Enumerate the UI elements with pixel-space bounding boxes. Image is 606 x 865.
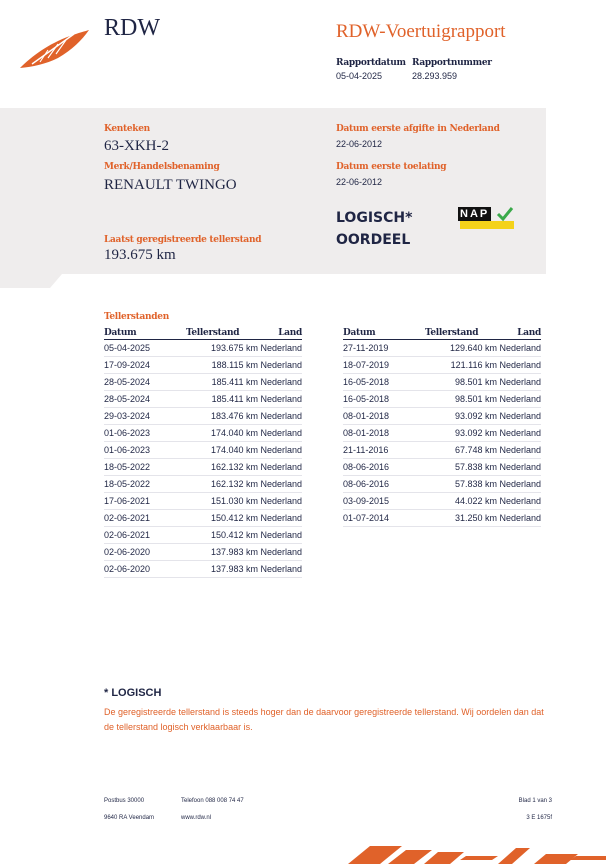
table-row [104,408,302,425]
nap-badge-text: NAP [460,208,490,220]
table-row [343,459,541,476]
note-text: De geregistreerde tellerstand is steeds hoger dan de daarvoor geregistreerde tellerstand. Wij oordelen dan dat de tellerstand logisch verklaarbaar is. [104,707,544,732]
table-row [104,391,302,408]
reading-country: Nederland [258,340,302,357]
reading-country: Nederland [258,425,302,442]
reading-country: Nederland [497,340,541,357]
reading-country: Nederland [258,391,302,408]
reading-odometer: 137.983 km [186,544,258,561]
reading-odometer: 93.092 km [425,425,497,442]
reading-odometer: 98.501 km [425,374,497,391]
reading-country: Nederland [258,408,302,425]
table-row [343,408,541,425]
reading-country: Nederland [258,476,302,493]
reading-country: Nederland [497,476,541,493]
reading-odometer: 121.116 km [425,357,497,374]
table-row [104,527,302,544]
table-row [104,561,302,578]
readings-table-left [104,326,302,578]
make-label: Merk/Handelsbenaming [104,162,220,172]
reading-country: Nederland [258,544,302,561]
footer-website[interactable]: www.rdw.nl [181,815,212,821]
reading-country: Nederland [497,374,541,391]
verdict-line-2: OORDEEL [336,232,411,248]
odometer-label: Laatst geregistreerde tellerstand [104,235,262,245]
reading-odometer: 193.675 km [186,340,258,357]
footer-code: 3 E 1675f [526,815,552,821]
reading-odometer: 185.411 km [186,374,258,391]
reading-country: Nederland [497,408,541,425]
nap-badge [458,207,514,229]
reading-odometer: 150.412 km [186,527,258,544]
reading-odometer: 57.838 km [425,459,497,476]
table-row [343,510,541,527]
reading-date: 27-11-2019 [343,340,425,357]
reading-date: 28-05-2024 [104,374,186,391]
vehicle-info-band-tail [0,274,546,288]
reading-country: Nederland [497,442,541,459]
reading-country: Nederland [497,391,541,408]
reading-odometer: 151.030 km [186,493,258,510]
reading-country: Nederland [497,510,541,527]
verdict-line-1: LOGISCH* [336,210,413,226]
reading-date: 08-01-2018 [343,408,425,425]
table-row [343,442,541,459]
table-row [343,340,541,357]
col-odometer: Tellerstand [186,326,258,340]
report-date-label: Rapportdatum [336,58,406,68]
decorative-stripes-icon [348,842,606,865]
plate-label: Kenteken [104,124,150,134]
reading-date: 08-01-2018 [343,425,425,442]
footer-city: 9640 RA Veendam [104,815,155,821]
col-country: Land [497,326,541,340]
reading-odometer: 183.476 km [186,408,258,425]
report-title: RDW-Voertuigrapport [336,21,506,42]
first-admission-value: 22-06-2012 [336,177,383,187]
footer-phone: Telefoon 088 008 74 47 [181,798,244,804]
reading-odometer: 137.983 km [186,561,258,578]
table-row [104,374,302,391]
reading-date: 21-11-2016 [343,442,425,459]
reading-date: 01-06-2023 [104,442,186,459]
rdw-logo-icon [18,28,90,70]
reading-country: Nederland [497,357,541,374]
reading-date: 03-09-2015 [343,493,425,510]
table-row [343,425,541,442]
reading-odometer: 150.412 km [186,510,258,527]
reading-odometer: 162.132 km [186,459,258,476]
footer-postbus: Postbus 30000 [104,798,145,804]
reading-odometer: 174.040 km [186,425,258,442]
report-date: 05-04-2025 [336,71,383,81]
reading-date: 17-06-2021 [104,493,186,510]
reading-odometer: 67.748 km [425,442,497,459]
table-row [343,391,541,408]
col-odometer: Tellerstand [425,326,497,340]
col-country: Land [258,326,302,340]
table-row [343,374,541,391]
reading-odometer: 174.040 km [186,442,258,459]
reading-country: Nederland [497,493,541,510]
reading-date: 01-06-2023 [104,425,186,442]
table-row [343,357,541,374]
reading-odometer: 188.115 km [186,357,258,374]
reading-country: Nederland [258,442,302,459]
col-date: Datum [343,326,425,340]
readings-table-right [343,326,541,527]
reading-country: Nederland [497,425,541,442]
reading-country: Nederland [258,527,302,544]
reading-date: 29-03-2024 [104,408,186,425]
reading-odometer: 98.501 km [425,391,497,408]
table-row [104,357,302,374]
first-registration-nl-label: Datum eerste afgifte in Nederland [336,124,500,134]
reading-country: Nederland [258,374,302,391]
reading-date: 02-06-2020 [104,561,186,578]
first-admission-label: Datum eerste toelating [336,162,447,172]
reading-date: 05-04-2025 [104,340,186,357]
reading-date: 16-05-2018 [343,391,425,408]
reading-date: 17-09-2024 [104,357,186,374]
table-row [104,340,302,357]
checkmark-icon [496,206,514,222]
reading-date: 18-07-2019 [343,357,425,374]
reading-date: 08-06-2016 [343,476,425,493]
reading-country: Nederland [258,510,302,527]
reading-country: Nederland [258,357,302,374]
reading-odometer: 185.411 km [186,391,258,408]
readings-section-title: Tellerstanden [104,312,169,322]
odometer-value: 193.675 km [104,247,176,263]
report-number-label: Rapportnummer [412,58,492,68]
reading-odometer: 57.838 km [425,476,497,493]
table-row [343,476,541,493]
reading-date: 16-05-2018 [343,374,425,391]
reading-date: 18-05-2022 [104,476,186,493]
table-row [104,425,302,442]
reading-date: 01-07-2014 [343,510,425,527]
note-title: * LOGISCH [104,687,162,699]
table-row [104,442,302,459]
table-row [104,510,302,527]
reading-date: 08-06-2016 [343,459,425,476]
table-row [104,476,302,493]
reading-date: 18-05-2022 [104,459,186,476]
table-row [104,493,302,510]
table-row [343,493,541,510]
make-value: RENAULT TWINGO [104,177,237,193]
logo-text: RDW [104,15,160,41]
reading-odometer: 44.022 km [425,493,497,510]
report-number: 28.293.959 [412,71,458,81]
reading-odometer: 93.092 km [425,408,497,425]
reading-country: Nederland [258,459,302,476]
reading-country: Nederland [258,493,302,510]
table-row [104,544,302,561]
reading-country: Nederland [497,459,541,476]
first-registration-nl-value: 22-06-2012 [336,139,383,149]
reading-country: Nederland [258,561,302,578]
plate-value: 63-XKH-2 [104,138,169,154]
footer-page-number: Blad 1 van 3 [518,798,552,804]
col-date: Datum [104,326,186,340]
reading-date: 02-06-2021 [104,510,186,527]
reading-odometer: 31.250 km [425,510,497,527]
reading-odometer: 129.640 km [425,340,497,357]
reading-odometer: 162.132 km [186,476,258,493]
reading-date: 02-06-2021 [104,527,186,544]
reading-date: 28-05-2024 [104,391,186,408]
table-row [104,459,302,476]
reading-date: 02-06-2020 [104,544,186,561]
